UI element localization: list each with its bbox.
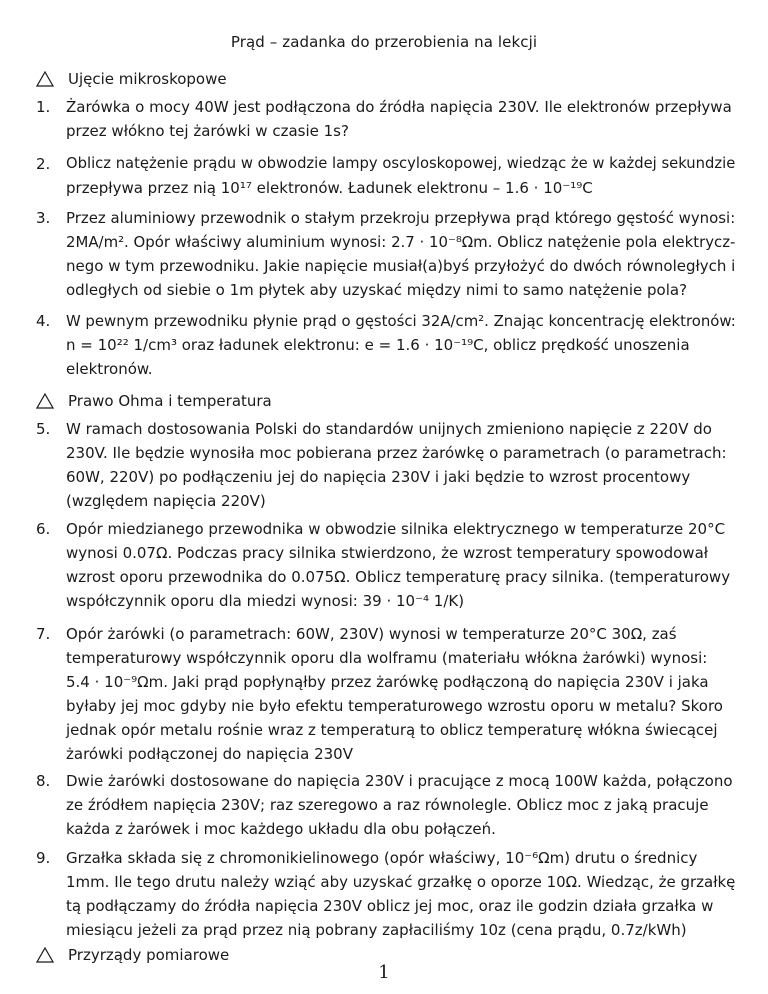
problem-line: odległych od siebie o 1m płytek aby uzyskać między nimi to samo natężenie pola? — [66, 281, 688, 299]
problem-line: 230V. Ile będzie wynosiła moc pobierana przez żarówkę o parametrach (o parametrach: — [66, 444, 727, 462]
problem-number: 9. — [36, 849, 51, 867]
problem-number: 5. — [36, 420, 51, 438]
problem-line: wzrost oporu przewodnika do 0.075Ω. Oblicz temperaturę pracy silnika. (temperaturowy — [66, 568, 731, 586]
problem-1 — [36, 95, 736, 143]
problem-line: jednak opór metalu rośnie wraz z temperaturą to oblicz temperaturę włókna świecącej — [66, 721, 718, 739]
problem-line: Dwie żarówki dostosowane do napięcia 230V i pracujące z mocą 100W każda, połączono — [66, 772, 733, 790]
section-heading-ohm — [36, 392, 272, 410]
page-number: 1 — [378, 962, 390, 983]
problem-line: Żarówka o mocy 40W jest podłączona do źródła napięcia 230V. Ile elektronów przepływa — [66, 98, 732, 116]
problem-7 — [36, 622, 736, 766]
problem-line: (względem napięcia 220V) — [66, 492, 266, 510]
problem-number: 7. — [36, 625, 51, 643]
problem-line: W ramach dostosowania Polski do standardów unijnych zmieniono napięcie z 220V do — [66, 420, 712, 438]
problem-line: Opór żarówki (o parametrach: 60W, 230V) wynosi w temperaturze 20°C 30Ω, zaś — [66, 625, 677, 643]
problem-8 — [36, 769, 736, 841]
problem-line: 2MA/m². Opór właściwy aluminium wynosi: 2.7 · 10⁻⁸Ωm. Oblicz natężenie pola elektrycz- — [66, 233, 736, 251]
triangle-icon — [36, 947, 54, 963]
problem-line: nego w tym przewodniku. Jakie napięcie musiał(a)byś przyłożyć do dwóch równoległych i — [66, 257, 736, 275]
problem-2 — [36, 152, 736, 200]
section-label: Ujęcie mikroskopowe — [68, 70, 227, 88]
problem-line: elektronów. — [66, 360, 153, 378]
problem-line: każda z żarówek i moc każdego układu dla obu połączeń. — [66, 820, 496, 838]
problem-number: 1. — [36, 98, 51, 116]
problem-line: W pewnym przewodniku płynie prąd o gęstości 32A/cm². Znając koncentrację elektronów: — [66, 312, 736, 330]
problem-5 — [36, 417, 736, 513]
problem-9 — [36, 846, 736, 942]
problem-4 — [36, 309, 736, 381]
problem-3 — [36, 206, 736, 302]
triangle-icon — [36, 71, 54, 87]
problem-line: miesiącu jeżeli za prąd przez nią pobrany zapłaciliśmy 10z (cena prądu, 0.7z/kWh) — [66, 921, 687, 939]
problem-6 — [36, 517, 736, 613]
problem-line: przepływa przez nią 10¹⁷ elektronów. Ładunek elektronu – 1.6 · 10⁻¹⁹C — [66, 179, 593, 197]
problem-line: ze źródłem napięcia 230V; raz szeregowo a raz równolegle. Oblicz moc z jaką pracuje — [66, 796, 709, 814]
problem-line: Grzałka składa się z chromonikielinowego (opór właściwy, 10⁻⁶Ωm) drutu o średnicy — [66, 849, 698, 867]
problem-number: 4. — [36, 312, 51, 330]
problem-line: Opór miedzianego przewodnika w obwodzie silnika elektrycznego w temperaturze 20°C — [66, 520, 726, 538]
problem-line: Przez aluminiowy przewodnik o stałym przekroju przepływa prąd którego gęstość wynosi: — [66, 209, 736, 227]
triangle-icon — [36, 393, 54, 409]
problem-line: byłaby jej moc gdyby nie było efektu temperaturowego wzrostu oporu w metalu? Skoro — [66, 697, 723, 715]
problem-number: 6. — [36, 520, 51, 538]
problem-number: 8. — [36, 772, 51, 790]
problem-line: 5.4 · 10⁻⁹Ωm. Jaki prąd popłynąłby przez żarówkę podłączoną do napięcia 230V i jaka — [66, 673, 709, 691]
page-title: Prąd – zadanka do przerobienia na lekcji — [230, 33, 538, 51]
problem-line: 1mm. Ile tego drutu należy wziąć aby uzyskać grzałkę o oporze 10Ω. Wiedząc, że grzałkę — [66, 873, 736, 891]
problem-line: temperaturowy współczynnik oporu dla wolframu (materiału włókna żarówki) wynosi: — [66, 649, 708, 667]
problem-number: 2. — [36, 155, 51, 173]
problem-line: n = 10²² 1/cm³ oraz ładunek elektronu: e = 1.6 · 10⁻¹⁹C, oblicz prędkość unoszenia — [66, 336, 690, 354]
section-label: Prawo Ohma i temperatura — [68, 392, 272, 410]
problem-line: Oblicz natężenie prądu w obwodzie lampy oscyloskopowej, wiedząc że w każdej sekundzie — [66, 155, 736, 172]
problem-line: wynosi 0.07Ω. Podczas pracy silnika stwierdzono, że wzrost temperatury spowodował — [66, 544, 709, 562]
problem-line: przez włókno tej żarówki w czasie 1s? — [66, 122, 349, 140]
problem-number: 3. — [36, 209, 51, 227]
problem-line: współczynnik oporu dla miedzi wynosi: 39 · 10⁻⁴ 1/K) — [66, 592, 465, 610]
section-heading-microscopic — [36, 70, 227, 88]
problem-line: 60W, 220V) po podłączeniu jej do napięcia 230V i jaki będzie to wzrost procentowy — [66, 468, 691, 486]
section-label: Przyrządy pomiarowe — [68, 946, 230, 964]
problem-line: tą podłączamy do źródła napięcia 230V oblicz jej moc, oraz ile godzin działa grzałka w — [66, 897, 714, 915]
problem-line: żarówki podłączonej do napięcia 230V — [66, 745, 353, 763]
